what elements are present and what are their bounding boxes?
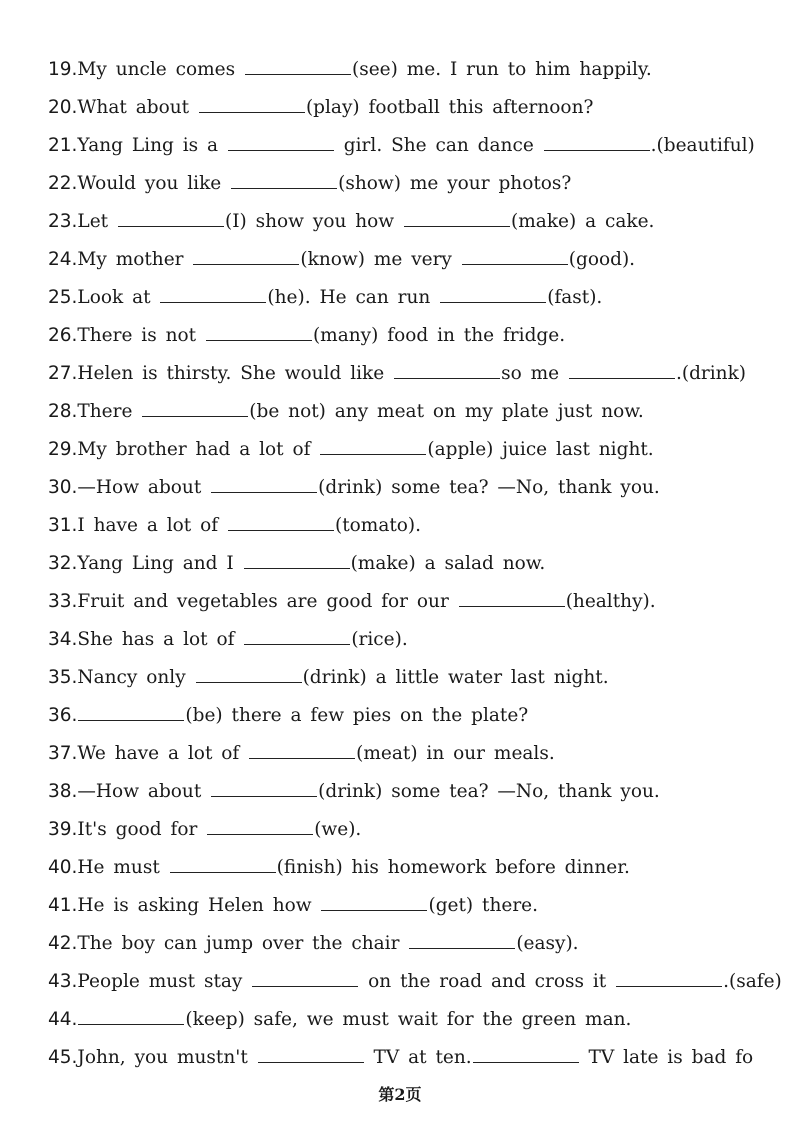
exercise-item [48, 52, 768, 90]
answer-blank[interactable] [473, 1042, 579, 1063]
answer-blank[interactable] [170, 852, 276, 873]
answer-blank[interactable] [544, 130, 650, 151]
exercise-text: (play) football this afternoon? [305, 97, 594, 118]
exercise-text: Look at [77, 287, 160, 308]
exercise-number: 31. [48, 515, 78, 536]
exercise-text: .(beautiful) [650, 135, 755, 156]
exercise-text: My mother [77, 249, 193, 270]
exercise-item [48, 660, 768, 698]
exercise-text: (we). [314, 819, 362, 840]
exercise-text: There [77, 401, 142, 422]
answer-blank[interactable] [252, 966, 358, 987]
answer-blank[interactable] [196, 662, 302, 683]
exercise-item [48, 926, 768, 964]
exercise-item [48, 1040, 768, 1078]
exercise-text: She has a lot of [77, 629, 244, 650]
exercise-item [48, 964, 782, 1002]
exercise-number: 21. [48, 135, 78, 156]
answer-blank[interactable] [231, 168, 337, 189]
exercise-text: (get) there. [428, 895, 538, 916]
exercise-text: (he). He can run [267, 287, 440, 308]
exercise-item [48, 774, 768, 812]
exercise-number: 45. [48, 1047, 78, 1068]
exercise-number: 27. [48, 363, 78, 384]
exercise-item [48, 508, 768, 546]
exercise-item [48, 318, 768, 356]
exercise-number: 40. [48, 857, 78, 878]
exercise-number: 29. [48, 439, 78, 460]
exercise-number: 34. [48, 629, 78, 650]
answer-blank[interactable] [228, 510, 334, 531]
exercise-text: We have a lot of [77, 743, 249, 764]
exercise-text: John, you mustn't [77, 1047, 257, 1068]
exercise-text: (easy). [516, 933, 579, 954]
answer-blank[interactable] [199, 92, 305, 113]
exercise-item [48, 356, 768, 394]
answer-blank[interactable] [228, 130, 334, 151]
exercise-number: 36. [48, 705, 78, 726]
exercise-item [48, 242, 768, 280]
exercise-text: Yang Ling is a [77, 135, 227, 156]
exercise-text: on the road and cross it [359, 971, 616, 992]
exercise-number: 43. [48, 971, 78, 992]
exercise-text: (keep) safe, we must wait for the green man. [185, 1009, 632, 1030]
exercise-text: girl. She can dance [334, 135, 543, 156]
exercise-item [48, 850, 768, 888]
answer-blank[interactable] [142, 396, 248, 417]
answer-blank[interactable] [616, 966, 722, 987]
exercise-number: 42. [48, 933, 78, 954]
exercise-item [48, 1002, 768, 1040]
exercise-text: (know) me very [300, 249, 461, 270]
exercise-item [48, 394, 768, 432]
answer-blank[interactable] [249, 738, 355, 759]
exercise-text: Would you like [77, 173, 231, 194]
exercise-number: 33. [48, 591, 78, 612]
exercise-text: Let [77, 211, 117, 232]
answer-blank[interactable] [78, 1004, 184, 1025]
exercise-item [48, 204, 768, 242]
exercise-item [48, 698, 768, 736]
page-number: 第2页 [378, 1085, 422, 1104]
exercise-item [48, 584, 768, 622]
exercise-text: (apple) juice last night. [427, 439, 654, 460]
exercise-text: so me [501, 363, 568, 384]
exercise-item [48, 812, 768, 850]
answer-blank[interactable] [78, 700, 184, 721]
exercise-number: 32. [48, 553, 78, 574]
exercise-item [48, 166, 768, 204]
exercise-text: (make) a salad now. [350, 553, 546, 574]
exercise-text: He must [77, 857, 169, 878]
exercise-number: 39. [48, 819, 78, 840]
answer-blank[interactable] [244, 548, 350, 569]
exercise-text: I have a lot of [77, 515, 227, 536]
exercise-number: 20. [48, 97, 78, 118]
exercise-item [48, 90, 768, 128]
answer-blank[interactable] [211, 472, 317, 493]
exercise-text: (drink) some tea? —No, thank you. [318, 477, 660, 498]
exercise-text: (fast). [547, 287, 603, 308]
answer-blank[interactable] [320, 434, 426, 455]
answer-blank[interactable] [440, 282, 546, 303]
answer-blank[interactable] [118, 206, 224, 227]
exercise-number: 23. [48, 211, 78, 232]
exercise-item [48, 470, 768, 508]
exercise-text: (I) show you how [224, 211, 404, 232]
exercise-text: My uncle comes [77, 59, 244, 80]
exercise-item [48, 546, 768, 584]
exercise-number: 26. [48, 325, 78, 346]
answer-blank[interactable] [207, 814, 313, 835]
exercise-text: Helen is thirsty. She would like [77, 363, 394, 384]
answer-blank[interactable] [245, 54, 351, 75]
exercise-text: (drink) a little water last night. [302, 667, 609, 688]
exercise-text: (make) a cake. [511, 211, 655, 232]
exercise-text: —How about [77, 477, 211, 498]
exercise-text: (be) there a few pies on the plate? [185, 705, 529, 726]
exercise-text: There is not [77, 325, 205, 346]
answer-blank[interactable] [404, 206, 510, 227]
exercise-text: (many) food in the fridge. [312, 325, 566, 346]
exercise-number: 38. [48, 781, 78, 802]
exercise-item [48, 432, 768, 470]
answer-blank[interactable] [206, 320, 312, 341]
exercise-text: (good). [568, 249, 636, 270]
exercise-text: He is asking Helen how [77, 895, 321, 916]
exercise-item [48, 280, 768, 318]
exercise-text: It's good for [77, 819, 207, 840]
answer-blank[interactable] [569, 358, 675, 379]
exercise-number: 41. [48, 895, 78, 916]
exercise-text: .(safe) [723, 971, 782, 992]
exercise-number: 28. [48, 401, 78, 422]
exercise-number: 22. [48, 173, 78, 194]
exercise-text: Yang Ling and I [77, 553, 243, 574]
exercise-number: 25. [48, 287, 78, 308]
exercise-text: Fruit and vegetables are good for our [77, 591, 458, 612]
exercise-text: People must stay [77, 971, 252, 992]
answer-blank[interactable] [258, 1042, 364, 1063]
exercise-number: 35. [48, 667, 78, 688]
answer-blank[interactable] [160, 282, 266, 303]
exercise-item [48, 736, 768, 774]
exercise-number: 37. [48, 743, 78, 764]
exercise-text: —How about [77, 781, 211, 802]
exercise-text: TV at ten. [364, 1047, 472, 1068]
exercise-number: 44. [48, 1009, 78, 1030]
exercise-number: 30. [48, 477, 78, 498]
answer-blank[interactable] [321, 890, 427, 911]
exercise-text: (rice). [351, 629, 408, 650]
exercise-text: (see) me. I run to him happily. [352, 59, 652, 80]
exercise-text: TV late is bad fo [579, 1047, 754, 1068]
answer-blank[interactable] [394, 358, 500, 379]
answer-blank[interactable] [193, 244, 299, 265]
exercise-text: (tomato). [334, 515, 422, 536]
exercise-text: .(drink) [675, 363, 747, 384]
answer-blank[interactable] [459, 586, 565, 607]
exercise-text: The boy can jump over the chair [77, 933, 409, 954]
answer-blank[interactable] [462, 244, 568, 265]
exercise-text: What about [77, 97, 198, 118]
exercise-text: Nancy only [77, 667, 195, 688]
exercise-text: (meat) in our meals. [356, 743, 555, 764]
exercise-number: 24. [48, 249, 78, 270]
exercise-text: My brother had a lot of [77, 439, 320, 460]
exercise-list [48, 52, 782, 1078]
exercise-number: 19. [48, 59, 78, 80]
exercise-text: (finish) his homework before dinner. [276, 857, 630, 878]
exercise-text: (drink) some tea? —No, thank you. [318, 781, 660, 802]
exercise-text: (show) me your photos? [338, 173, 572, 194]
answer-blank[interactable] [409, 928, 515, 949]
exercise-text: (healthy). [565, 591, 656, 612]
answer-blank[interactable] [244, 624, 350, 645]
exercise-item [48, 888, 768, 926]
exercise-item [48, 622, 768, 660]
answer-blank[interactable] [211, 776, 317, 797]
exercise-item [48, 128, 768, 166]
exercise-text: (be not) any meat on my plate just now. [249, 401, 644, 422]
